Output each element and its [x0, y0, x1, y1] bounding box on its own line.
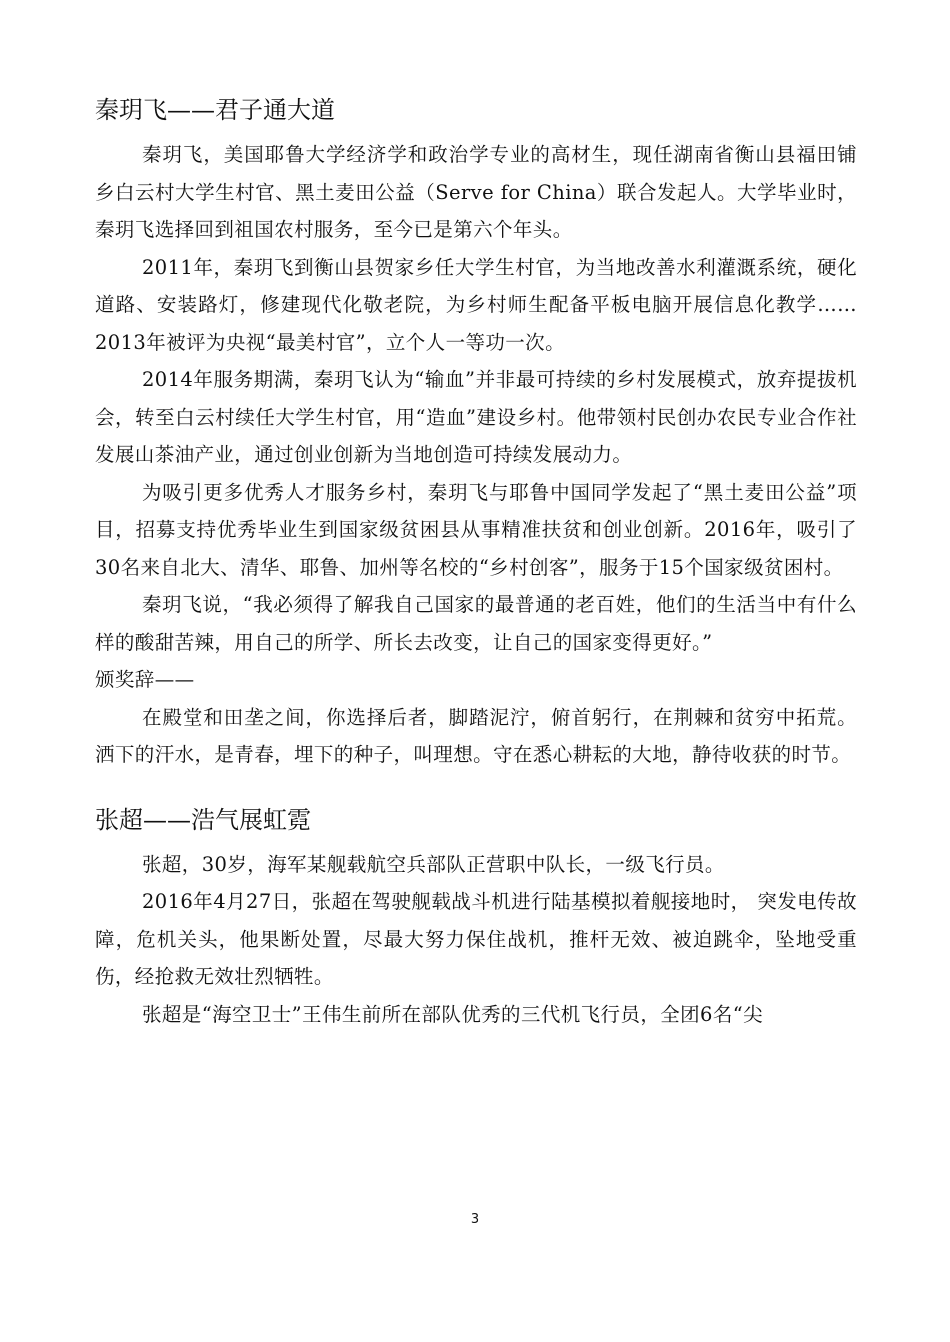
- paragraph: 张超，30岁，海军某舰载航空兵部队正营职中队长，一级飞行员。: [142, 852, 725, 876]
- document-page: [95, 88, 857, 1033]
- award-text: 在殿堂和田垄之间，你选择后者，脚踏泥泞，俯首躬行，在荆棘和贫穷中拓荒。洒下的汗水，是青春，埋下的种子，叫理想。守在悉心耕耘的大地，静待收获的时节。: [95, 705, 857, 766]
- paragraph: 2014年服务期满，秦玥飞认为“输血”并非最可持续的乡村发展模式，放弃提拔机会，转至白云村续任大学生村官，用“造血”建设乡村。他带领村民创办农民专业合作社发展山茶油产业，通过创业创新为当地创造可持续发展动力。: [95, 368, 857, 466]
- page-number: 3: [470, 1212, 480, 1227]
- paragraph: 为吸引更多优秀人才服务乡村，秦玥飞与耶鲁中国同学发起了“黑土麦田公益”项目，招募支持优秀毕业生到国家级贫困县从事精准扶贫和创业创新。2016年，吸引了30名来自北大、清华、耶鲁、加州等名校的“乡村创客”，服务于15个国家级贫困村。: [95, 480, 857, 579]
- section-title-qin-yuefei: 秦玥飞——君子通大道: [95, 96, 335, 124]
- section-title-zhang-chao: 张超——浩气展虹霓: [95, 805, 311, 834]
- paragraph: 张超是“海空卫士”王伟生前所在部队优秀的三代机飞行员，全团6名“尖: [142, 1002, 764, 1026]
- paragraph: 秦玥飞，美国耶鲁大学经济学和政治学专业的高材生，现任湖南省衡山县福田铺乡白云村大学生村官、黑土麦田公益（Serve for China）联合发起人。大学毕业时，秦玥飞选择回到祖国农村服务，至今已是第六个年头。: [95, 143, 857, 241]
- paragraph: 秦玥飞说，“我必须得了解我自己国家的最普通的老百姓，他们的生活当中有什么样的酸甜苦辣，用自己的所学、所长去改变，让自己的国家变得更好。”: [95, 593, 857, 654]
- award-label: 颁奖辞——: [95, 668, 195, 691]
- paragraph: 2016年4月27日，张超在驾驶舰载战斗机进行陆基模拟着舰接地时， 突发电传故障，危机关头，他果断处置，尽最大努力保住战机，推杆无效、被迫跳伞，坠地受重伤，经抢救无效壮烈牺牲。: [95, 890, 857, 988]
- paragraph: 2011年，秦玥飞到衡山县贺家乡任大学生村官，为当地改善水利灌溉系统，硬化道路、安装路灯，修建现代化敬老院，为乡村师生配备平板电脑开展信息化教学……2013年被评为央视“最美村官”，立个人一等功一次。: [95, 255, 857, 354]
